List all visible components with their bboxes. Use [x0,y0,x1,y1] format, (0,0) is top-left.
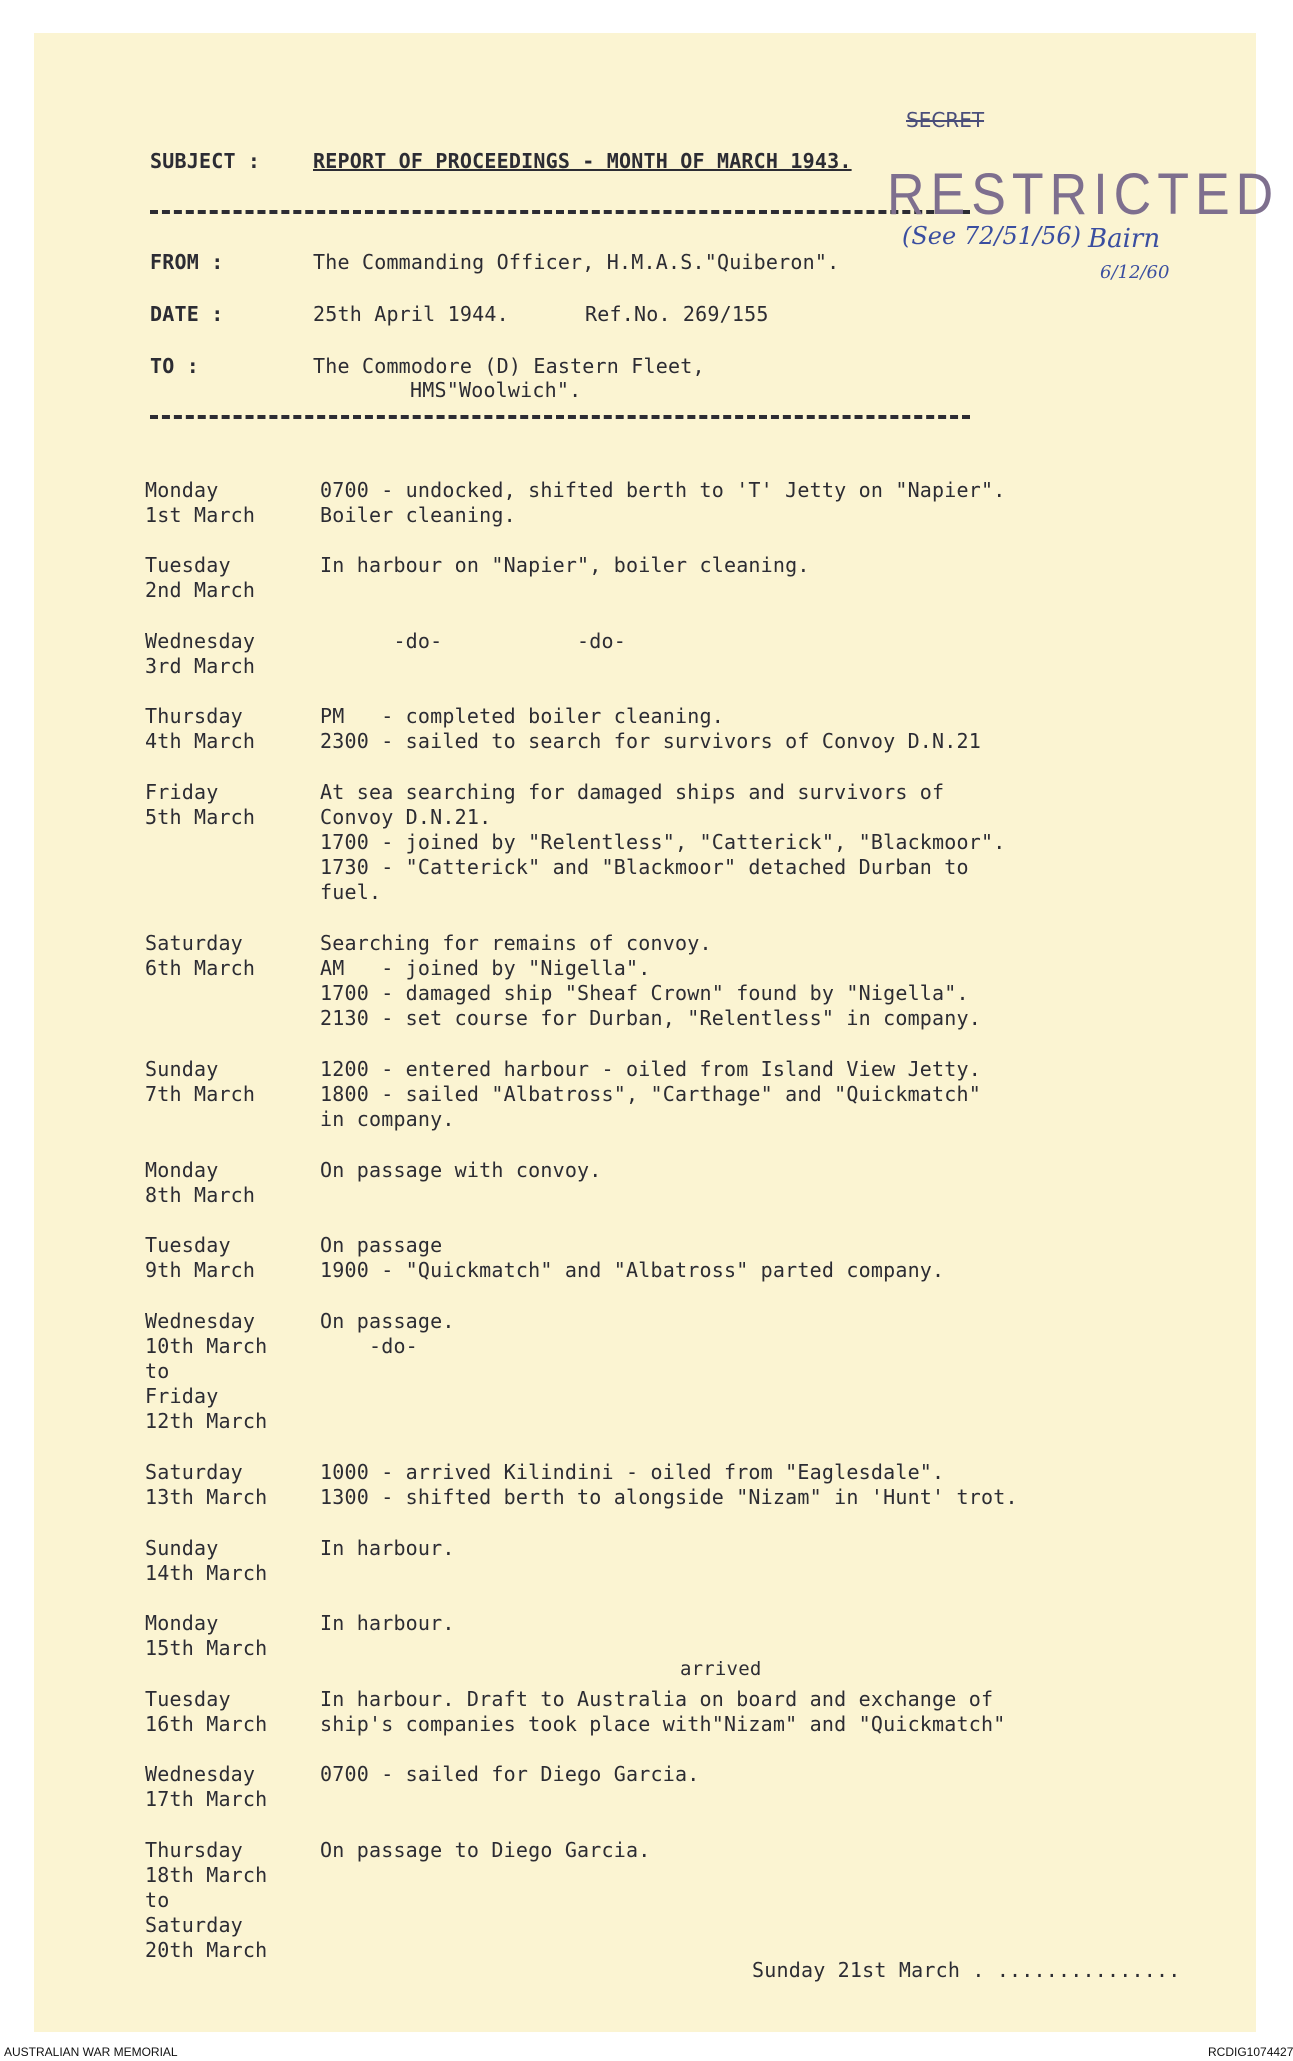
header-divider [150,210,970,214]
to-label: TO : [150,354,199,378]
entry-line: 1000 - arrived Kilindini - oiled from "Eaglesdale". [320,1460,945,1484]
entry-day-5: Friday 5th March [145,780,256,829]
handwritten-reference: (See 72/51/56) [902,222,1081,250]
entry-day-3: Wednesday 3rd March [145,629,256,678]
entry-text-14 [320,1687,1040,1737]
handwritten-date: 6/12/60 [1100,262,1170,283]
entry-text-4 [320,704,1040,754]
entry-line: 1700 - damaged ship "Sheaf Crown" found by "Nigella". [320,981,969,1005]
entry-day-12: Sunday 14th March [145,1536,268,1585]
entry-day-2: Tuesday 2nd March [145,553,256,602]
entry-text-7 [320,1057,1040,1132]
date-label: DATE : [150,302,224,326]
entry-line: 1300 - shifted berth to alongside "Nizam" in 'Hunt' trot. [320,1485,1018,1509]
entry-text-15 [320,1762,1040,1787]
entry-text-3 [320,629,1040,654]
entry-text-6 [320,931,1040,1031]
entry-line: -do- -do- [320,629,627,653]
entry-line: fuel. [320,880,382,904]
entry-day-1: Monday 1st March [145,478,256,527]
footer-id: RCDIG1074427 [1208,2045,1293,2059]
entry-line: On passage. [320,1309,455,1333]
entry-day-8: Monday 8th March [145,1158,256,1207]
entry-text-5 [320,780,1040,905]
footer-source: AUSTRALIAN WAR MEMORIAL [4,2045,178,2059]
entry-text-12 [320,1536,1040,1561]
entry-line: On passage with convoy. [320,1158,602,1182]
entry-day-10: Wednesday 10th March to Friday 12th March [145,1309,268,1433]
entry-day-7: Sunday 7th March [145,1057,256,1106]
entry-line: 1730 - "Catterick" and "Blackmoor" detached Durban to [320,855,969,879]
entry-line: At sea searching for damaged ships and survivors of [320,780,945,804]
entry-day-11: Saturday 13th March [145,1460,268,1509]
entry-line: PM - completed boiler cleaning. [320,704,724,728]
entry-day-4: Thursday 4th March [145,704,256,753]
entry-day-13: Monday 15th March [145,1611,268,1660]
entry-day-16: Thursday 18th March to Saturday 20th March [145,1838,268,1962]
entry-line: 1900 - "Quickmatch" and "Albatross" parted company. [320,1258,945,1282]
subject-label: SUBJECT : [150,149,261,173]
entry-line: 2300 - sailed to search for survivors of Convoy D.N.21 [320,729,982,753]
from-value: The Commanding Officer, H.M.A.S."Quiberon". [313,250,840,274]
to-line-1: The Commodore (D) Eastern Fleet, [313,354,705,378]
entry-text-11 [320,1460,1040,1510]
entry-line: In harbour. [320,1536,455,1560]
entry-line: In harbour on "Napier", boiler cleaning. [320,553,810,577]
entry-line: Searching for remains of convoy. [320,931,712,955]
entry-text-2 [320,553,1040,578]
entry-line: On passage [320,1233,443,1257]
entry-line: 2130 - set course for Durban, "Relentless" in company. [320,1006,982,1030]
entry-line: AM - joined by "Nigella". [320,956,651,980]
entry-line: 0700 - undocked, shifted berth to 'T' Jetty on "Napier". [320,478,1006,502]
entry-line: On passage to Diego Garcia. [320,1838,651,1862]
entry-text-13 [320,1611,1040,1636]
entry-day-6: Saturday 6th March [145,931,256,980]
entry-line: 1200 - entered harbour - oiled from Island View Jetty. [320,1057,982,1081]
entry-day-15: Wednesday 17th March [145,1762,268,1811]
entry-line: In harbour. Draft to Australia on board and exchange of [320,1687,994,1711]
entry-line: 1700 - joined by "Relentless", "Catterick", "Blackmoor". [320,830,1006,854]
entry-day-14: Tuesday 16th March [145,1687,268,1736]
struck-classification: SECRET [906,108,985,132]
continuation-note: Sunday 21st March . ............... [752,1958,1181,1982]
entry-line: In harbour. [320,1611,455,1635]
subject-title: REPORT OF PROCEEDINGS - MONTH OF MARCH 1943. [313,149,852,173]
entry-line: ship's companies took place with"Nizam" and "Quickmatch" [320,1712,1006,1736]
entry-text-16 [320,1838,1040,1863]
entry-line: in company. [320,1107,455,1131]
entry-text-9 [320,1233,1040,1283]
entry-text-8 [320,1158,1040,1183]
entry-line: -do- [320,1334,418,1358]
handwritten-insertion: arrived [680,1658,762,1680]
entry-line: Convoy D.N.21. [320,805,492,829]
entry-text-1 [320,478,1040,528]
address-divider [150,415,970,419]
from-label: FROM : [150,250,224,274]
entry-line: 1800 - sailed "Albatross", "Carthage" and "Quickmatch" [320,1082,982,1106]
restricted-stamp: RESTRICTED [887,162,1280,228]
date-value: 25th April 1944. [313,302,509,326]
entry-line: 0700 - sailed for Diego Garcia. [320,1762,700,1786]
entry-text-10 [320,1309,1040,1359]
reference-number: Ref.No. 269/155 [585,302,769,326]
to-line-2: HMS"Woolwich". [410,378,582,402]
handwritten-signature: Bairn [1088,224,1161,254]
entry-day-9: Tuesday 9th March [145,1233,256,1282]
entry-line: Boiler cleaning. [320,503,516,527]
